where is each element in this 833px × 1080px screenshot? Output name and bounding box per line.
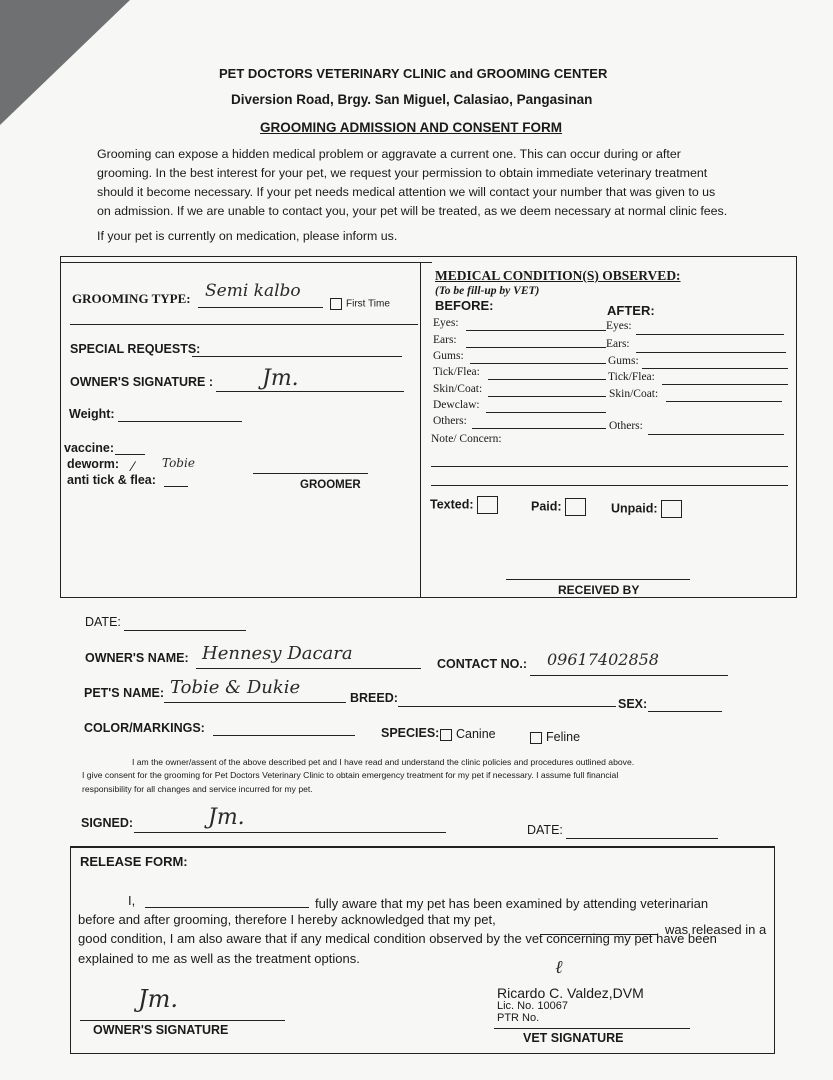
first-time-checkbox[interactable] xyxy=(330,298,342,310)
release-name-field[interactable] xyxy=(145,907,309,908)
date-label: DATE: xyxy=(85,615,121,629)
vet-name: Ricardo C. Valdez,DVM xyxy=(497,985,644,1001)
signed-value[interactable]: Jm. xyxy=(208,805,245,830)
anti-tick-field[interactable] xyxy=(164,486,188,487)
contact-line xyxy=(530,675,728,676)
canine-option[interactable] xyxy=(440,727,496,741)
before-skin-label: Skin/Coat: xyxy=(433,383,483,395)
contact-label: CONTACT NO.: xyxy=(437,657,528,671)
deworm-mark: ∕ xyxy=(132,458,135,474)
before-skin-field[interactable] xyxy=(488,396,606,397)
before-dewclaw-field[interactable] xyxy=(486,412,606,413)
release-line: explained to me as well as the treatment options. xyxy=(78,951,360,966)
after-ears-label: Ears: xyxy=(606,338,630,350)
release-owner-signature-label: OWNER'S SIGNATURE xyxy=(93,1023,229,1037)
clinic-name: PET DOCTORS VETERINARY CLINIC and GROOMING CENTER xyxy=(219,66,608,81)
pet-name-value[interactable]: Tobie & Dukie xyxy=(170,677,301,698)
unpaid-label: Unpaid: xyxy=(611,501,658,516)
owner-signature-value[interactable]: Jm. xyxy=(262,366,299,391)
after-ears-field[interactable] xyxy=(636,352,786,353)
canine-checkbox[interactable] xyxy=(440,729,452,741)
intro-line: on admission. If we are unable to contact you, your pet will be treated, as we deem necessary at normal clinic fees. xyxy=(97,204,728,218)
after-gums-field[interactable] xyxy=(642,368,788,369)
intro-line: grooming. In the best interest for your pet, we request your permission to obtain immediate veterinary treatment xyxy=(97,166,708,180)
before-ears-field[interactable] xyxy=(466,347,606,348)
received-by-line[interactable] xyxy=(506,579,690,580)
after-heading: AFTER: xyxy=(607,303,655,318)
medical-subtitle: (To be fill-up by VET) xyxy=(435,285,540,297)
before-eyes-field[interactable] xyxy=(466,330,606,331)
consent-date-label: DATE: xyxy=(527,823,563,837)
box-top-left xyxy=(60,262,432,263)
before-others-label: Others: xyxy=(433,415,467,427)
contact-value[interactable]: 09617402858 xyxy=(547,650,659,669)
color-markings-field[interactable] xyxy=(213,735,355,736)
vet-signature-mark: ℓ xyxy=(555,957,563,978)
owner-signature-line xyxy=(216,391,404,392)
unpaid-checkbox[interactable] xyxy=(661,500,682,518)
after-eyes-label: Eyes: xyxy=(606,320,632,332)
medical-title: MEDICAL CONDITION(S) OBSERVED: xyxy=(435,268,681,283)
signed-label: SIGNED: xyxy=(81,816,134,830)
deworm-value[interactable]: Tobie xyxy=(162,456,195,470)
before-eyes-label: Eyes: xyxy=(433,317,459,329)
note-concern-label: Note/ Concern: xyxy=(431,433,502,445)
consent-line: I give consent for the grooming for Pet Doctors Veterinary Clinic to obtain emergency treatment for my pet if necessary. I assume full financial xyxy=(82,770,619,780)
grooming-type-label: GROOMING TYPE: xyxy=(72,291,191,306)
consent-line: responsibility for all changes and service incurred for my pet. xyxy=(82,784,313,794)
box-divider xyxy=(420,262,421,597)
texted-option xyxy=(430,496,498,514)
sex-field[interactable] xyxy=(648,711,722,712)
feline-label: Feline xyxy=(546,730,581,744)
before-ears-label: Ears: xyxy=(433,334,457,346)
after-others-field[interactable] xyxy=(648,434,784,435)
before-gums-label: Gums: xyxy=(433,350,464,362)
grooming-extra-line xyxy=(70,324,418,325)
before-heading: BEFORE: xyxy=(435,298,494,313)
release-line: fully aware that my pet has been examined by attending veterinarian xyxy=(315,896,709,911)
sex-label: SEX: xyxy=(618,697,648,711)
after-tick-label: Tick/Flea: xyxy=(608,371,655,383)
owner-name-label: OWNER'S NAME: xyxy=(85,651,189,665)
before-tick-field[interactable] xyxy=(488,379,606,380)
form-title: GROOMING ADMISSION AND CONSENT FORM xyxy=(260,120,562,135)
owner-signature-label: OWNER'S SIGNATURE : xyxy=(70,375,214,389)
date-field[interactable] xyxy=(124,630,246,631)
after-tick-field[interactable] xyxy=(662,384,788,385)
grooming-type-value[interactable]: Semi kalbo xyxy=(205,281,301,301)
first-time-option xyxy=(330,298,390,310)
release-line: good condition, I am also aware that if any medical condition observed by the vet concerning my pet have been xyxy=(78,931,717,946)
before-dewclaw-label: Dewclaw: xyxy=(433,399,480,411)
pet-name-label: PET'S NAME: xyxy=(84,686,165,700)
groomer-line xyxy=(253,473,368,474)
release-i: I, xyxy=(128,893,136,908)
texted-label: Texted: xyxy=(430,497,474,512)
received-by-label: RECEIVED BY xyxy=(558,583,640,597)
species-label: SPECIES: xyxy=(381,726,440,740)
owner-name-line xyxy=(196,668,421,669)
after-gums-label: Gums: xyxy=(608,355,639,367)
vet-signature-line xyxy=(494,1028,690,1029)
pet-name-line xyxy=(164,702,346,703)
paid-option xyxy=(531,498,586,516)
before-others-field[interactable] xyxy=(472,428,606,429)
after-skin-field[interactable] xyxy=(666,401,782,402)
breed-label: BREED: xyxy=(350,691,398,705)
intro-line: Grooming can expose a hidden medical problem or aggravate a current one. This can occur during or after xyxy=(97,147,681,161)
after-eyes-field[interactable] xyxy=(636,334,784,335)
admission-box xyxy=(60,256,797,598)
weight-label: Weight: xyxy=(69,407,115,421)
owner-name-value[interactable]: Hennesy Dacara xyxy=(202,643,353,664)
feline-option[interactable] xyxy=(530,730,580,744)
groomer-label: GROOMER xyxy=(300,479,361,491)
before-tick-label: Tick/Flea: xyxy=(433,366,480,378)
deworm-label: deworm: xyxy=(67,457,120,471)
first-time-label: First Time xyxy=(346,298,390,310)
before-gums-field[interactable] xyxy=(470,363,606,364)
special-requests-field[interactable] xyxy=(192,356,402,357)
intro-line: should it become necessary. If your pet needs medical attention we will contact your number that was given to us xyxy=(97,185,716,199)
vaccine-field[interactable] xyxy=(115,454,145,455)
texted-checkbox[interactable] xyxy=(477,496,498,514)
breed-field[interactable] xyxy=(398,706,616,707)
release-title: RELEASE FORM: xyxy=(80,854,188,869)
release-line: before and after grooming, therefore I hereby acknowledged that my pet, xyxy=(78,912,496,927)
consent-date-field[interactable] xyxy=(566,838,718,839)
note-line-1[interactable] xyxy=(431,466,788,467)
after-skin-label: Skin/Coat: xyxy=(609,388,659,400)
note-line-2[interactable] xyxy=(431,485,788,486)
unpaid-option xyxy=(611,500,682,518)
anti-tick-label: anti tick & flea: xyxy=(67,473,156,487)
release-owner-line xyxy=(80,1020,285,1021)
signed-line xyxy=(134,832,446,833)
release-line: was released in a xyxy=(665,922,767,937)
paid-checkbox[interactable] xyxy=(565,498,586,516)
grooming-type-line xyxy=(198,307,323,308)
canine-label: Canine xyxy=(456,727,496,741)
after-others-label: Others: xyxy=(609,420,643,432)
intro-line: If your pet is currently on medication, please inform us. xyxy=(97,229,398,243)
color-markings-label: COLOR/MARKINGS: xyxy=(84,721,205,735)
release-owner-signature-value[interactable]: Jm. xyxy=(138,985,179,1013)
consent-line: I am the owner/assent of the above described pet and I have read and understand the clinic policies and procedures outlined above. xyxy=(132,757,635,767)
special-requests-label: SPECIAL REQUESTS: xyxy=(70,342,201,356)
weight-field[interactable] xyxy=(118,421,242,422)
vet-ptr: PTR No. xyxy=(497,1012,540,1024)
feline-checkbox[interactable] xyxy=(530,732,542,744)
vaccine-label: vaccine: xyxy=(64,441,115,455)
paid-label: Paid: xyxy=(531,499,562,514)
vet-signature-label: VET SIGNATURE xyxy=(523,1031,624,1045)
vet-license: Lic. No. 10067 xyxy=(497,1000,568,1012)
clinic-address: Diversion Road, Brgy. San Miguel, Calasiao, Pangasinan xyxy=(231,92,593,107)
